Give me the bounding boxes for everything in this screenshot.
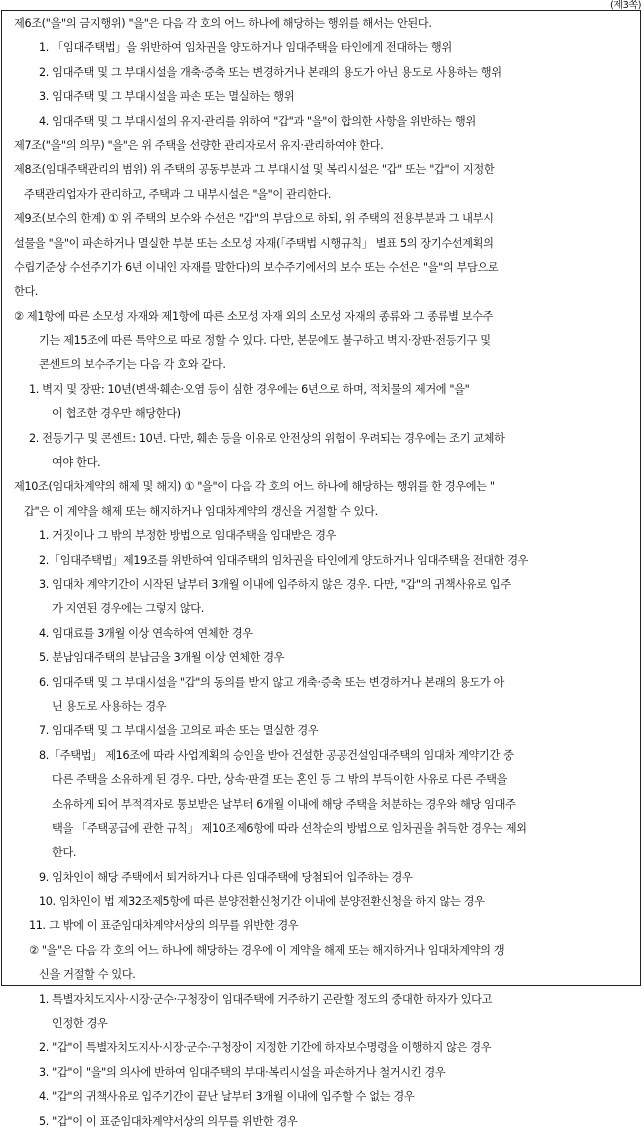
contract-line: 갑"은 이 계약을 해제 또는 해지하거나 임대차계약의 갱신을 거절할 수 있다.: [24, 504, 378, 518]
contract-line: 9. 임차인이 해당 주택에서 퇴거하거나 다른 임대주택에 당첨되어 입주하는 경우: [39, 870, 413, 884]
contract-line: 한다.: [14, 285, 39, 299]
contract-line: 이 협조한 경우만 해당한다): [52, 407, 181, 421]
contract-line: 6. 임대주택 및 그 부대시설을 "갑"의 동의를 받지 않고 개축·증축 또는 변경하거나 본래의 용도가 아: [39, 675, 505, 689]
contract-line: 8.「주택법」 제16조에 따라 사업계획의 승인을 받아 건설한 공공건설임대주택의 임대차 계약기간 중: [39, 748, 514, 762]
contract-line: 3. 임대주택 및 그 부대시설을 파손 또는 멸실하는 행위: [39, 90, 295, 104]
contract-line: 4. "갑"의 귀책사유로 입주기간이 끝난 날부터 3개월 이내에 입주할 수 없는 경우: [39, 1090, 415, 1104]
contract-line: 한다.: [52, 846, 77, 860]
contract-line: 콘센트의 보수주기는 다음 각 호와 같다.: [39, 358, 226, 372]
contract-line: 2. 전등기구 및 콘센트: 10년. 다만, 훼손 등을 이유로 안전상의 위험이 우려되는 경우에는 조기 교체하: [29, 431, 505, 445]
contract-line: 1. 벽지 및 장판: 10년(변색·훼손·오염 등이 심한 경우에는 6년으로 하며, 적치물의 제거에 "을": [29, 382, 470, 396]
contract-line: 다른 주택을 소유하게 된 경우. 다만, 상속·판결 또는 혼인 등 그 밖의 부득이한 사유로 다른 주택을: [52, 773, 508, 787]
contract-line: 5. 분납임대주택의 분납금을 3개월 이상 연체한 경우: [39, 651, 285, 665]
contract-line: 제9조(보수의 한계) ① 위 주택의 보수와 수선은 "갑"의 부담으로 하되, 위 주택의 전용부분과 그 내부시: [14, 212, 494, 226]
contract-line: 택을 「주택공급에 관한 규칙」 제10조제6항에 따라 선착순의 방법으로 임차권을 취득한 경우는 제외: [52, 821, 527, 835]
page-number-label: (제3쪽): [610, 0, 641, 11]
contract-line: 인정한 경우: [52, 1017, 108, 1031]
contract-line: 설물을 "을"이 파손하거나 멸실한 부분 또는 소모성 자재(「주택법 시행규칙」 별표 5의 장기수선계획의: [14, 236, 494, 250]
contract-line: 1. 거짓이나 그 밖의 부정한 방법으로 임대주택을 임대받은 경우: [39, 529, 337, 543]
contract-line: 제7조("을"의 의무) "을"은 위 주택을 선량한 관리자로서 유지·관리하여야 한다.: [14, 138, 384, 152]
contract-line: 10. 임차인이 법 제32조제5항에 따른 분양전환신청기간 이내에 분양전환신청을 하지 않는 경우: [39, 895, 485, 909]
contract-line: 4. 임대료를 3개월 이상 연속하여 연체한 경우: [39, 626, 253, 640]
contract-line: ② 제1항에 따른 소모성 자재와 제1항에 따른 소모성 자재 외의 소모성 자재의 종류와 그 종류별 보수주: [14, 309, 494, 323]
contract-line: 수립기준상 수선주기가 6년 이내인 자재를 말한다)의 보수주기에서의 보수 또는 수선은 "을"의 부담으로: [14, 260, 499, 274]
contract-line: 신을 거절할 수 있다.: [39, 968, 136, 982]
contract-line: 4. 임대주택 및 그 부대시설의 유지·관리를 위하여 "갑"과 "을"이 합의한 사항을 위반하는 행위: [39, 114, 476, 128]
contract-line: 주택관리업자가 관리하고, 주택과 그 내부시설은 "을"이 관리한다.: [24, 187, 332, 201]
contract-line: 2. "갑"이 특별자치도지사·시장·군수·구청장이 지정한 기간에 하자보수명령을 이행하지 않은 경우: [39, 1041, 492, 1055]
contract-line: 7. 임대주택 및 그 부대시설을 고의로 파손 또는 멸실한 경우: [39, 724, 319, 738]
contract-text-box: [1, 10, 641, 1128]
contract-line: 제8조(임대주택관리의 범위) 위 주택의 공동부분과 그 부대시설 및 복리시설은 "갑" 또는 "갑"이 지정한: [14, 163, 495, 177]
contract-line: 5. "갑"이 이 표준임대차계약서상의 의무를 위반한 경우: [39, 1114, 298, 1128]
contract-line: 1. 「임대주택법」을 위반하여 임차권을 양도하거나 임대주택을 타인에게 전대하는 행위: [39, 41, 452, 55]
contract-line: ② "을"은 다음 각 호의 어느 하나에 해당하는 경우에 이 계약을 해제 또는 해지하거나 임대차계약의 갱: [29, 943, 505, 957]
contract-line: 3. "갑"이 "을"의 의사에 반하여 임대주택의 부대·복리시설을 파손하거나 철거시킨 경우: [39, 1065, 446, 1079]
contract-line: 기는 제15조에 따른 특약으로 따로 정할 수 있다. 다만, 본문에도 불구하고 벽지·장판·전등기구 및: [39, 334, 491, 348]
contract-line: 1. 특별자치도지사·시장·군수·구청장이 임대주택에 거주하기 곤란할 정도의 중대한 하자가 있다고: [39, 992, 493, 1006]
contract-line: 3. 임대차 계약기간이 시작된 날부터 3개월 이내에 입주하지 않은 경우. 다만, "갑"의 귀책사유로 입주: [39, 577, 511, 591]
contract-line: 2.「임대주택법」제19조를 위반하여 임대주택의 임차권을 타인에게 양도하거나 임대주택을 전대한 경우: [39, 553, 529, 567]
contract-body: [2, 11, 640, 1134]
contract-line: 소유하게 되어 부적격자로 통보받은 날부터 6개월 이내에 해당 주택을 처분하는 경우와 해당 임대주: [52, 797, 516, 811]
contract-line: 닌 용도로 사용하는 경우: [52, 699, 167, 713]
contract-line: 2. 임대주택 및 그 부대시설을 개축·증축 또는 변경하거나 본래의 용도가 아닌 용도로 사용하는 행위: [39, 65, 502, 79]
contract-line: 11. 그 밖에 이 표준임대차계약서상의 의무를 위반한 경우: [29, 919, 299, 933]
contract-line: 제10조(임대차계약의 해제 및 해지) ① "을"이 다음 각 호의 어느 하나에 해당하는 행위를 한 경우에는 ": [14, 480, 495, 494]
contract-line: 여야 한다.: [52, 456, 101, 470]
contract-line: 제6조("을"의 금지행위) "을"은 다음 각 호의 어느 하나에 해당하는 행위를 해서는 안된다.: [14, 17, 432, 30]
contract-line: 가 지연된 경우에는 그렇지 않다.: [52, 602, 204, 616]
